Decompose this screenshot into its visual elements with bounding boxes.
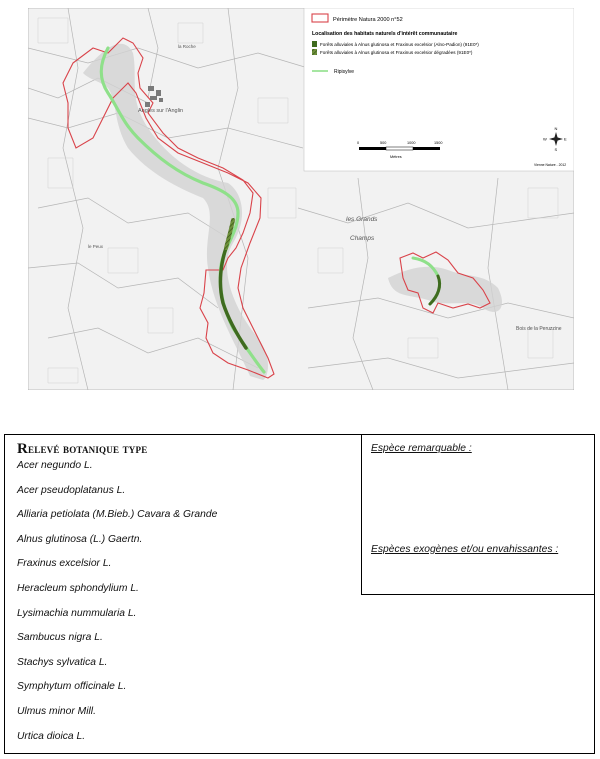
place-label-le-peux: le Peux [88, 244, 104, 249]
invasive-species-label: Espèces exogènes et/ou envahissantes : [371, 544, 559, 555]
remarkable-species-label: Espèce remarquable : [371, 443, 472, 454]
species-item: Lysimachia nummularia L. [17, 607, 137, 619]
legend-forest-label: Forêts alluviales à Alnus glutinosa et Fraxinus excelsior (Alno-Padion) (91E0*) [320, 42, 479, 47]
map-legend [304, 8, 574, 171]
map [28, 8, 574, 390]
place-label-champs: Champs [350, 235, 375, 242]
botanical-survey-title: Relevé botanique type [17, 441, 148, 457]
scale-tick-1500: 1500 [434, 141, 443, 145]
legend-forest-degraded-swatch [312, 49, 317, 55]
species-item: Urtica dioica L. [17, 730, 86, 742]
svg-text:N: N [554, 126, 558, 131]
scale-unit: Mètres [390, 155, 402, 159]
species-item: Sambucus nigra L. [17, 632, 103, 644]
svg-text:W: W [543, 136, 547, 142]
species-item: Fraxinus excelsior L. [17, 558, 112, 570]
svg-text:E: E [564, 136, 567, 142]
species-item: Symphytum officinale L. [17, 681, 127, 693]
place-label-bois: Bois de la Peruzzine [516, 326, 562, 332]
species-item: Alnus glutinosa (L.) Gaertn. [17, 533, 143, 545]
species-item: Stachys sylvatica L. [17, 656, 108, 668]
species-item: Acer negundo L. [17, 460, 93, 471]
notes-box [361, 434, 595, 595]
svg-text:S: S [554, 147, 558, 152]
species-item: Ulmus minor Mill. [17, 705, 96, 717]
legend-forest-swatch [312, 41, 317, 47]
species-list [17, 460, 217, 755]
scale-tick-1000: 1000 [407, 141, 416, 145]
legend-section-title: Localisation des habitats naturels d'intérêt communautaire [312, 31, 458, 37]
scale-tick-500: 500 [380, 141, 387, 145]
species-item: Acer pseudoplatanus L. [17, 484, 126, 496]
legend-forest-degraded-label: Forêts alluviales à Alnus glutinosa et Fraxinus excelsior dégradées (91E0*) [320, 50, 473, 55]
place-label-la-roche: la Roche [178, 44, 196, 49]
legend-ripisylve-label: Ripisylve [334, 69, 355, 75]
scale-tick-0: 0 [357, 141, 360, 145]
place-label-town: Angles sur l'Anglin [138, 108, 184, 114]
place-label-les-grands: les Grands [346, 216, 378, 223]
species-item: Alliaria petiolata (M.Bieb.) Cavara & Grande [17, 509, 218, 521]
legend-perimeter-label: Périmètre Natura 2000 n°52 [333, 17, 403, 23]
map-credit: Vienne Nature - 2012 [534, 163, 567, 167]
species-item: Heracleum sphondylium L. [17, 582, 139, 594]
